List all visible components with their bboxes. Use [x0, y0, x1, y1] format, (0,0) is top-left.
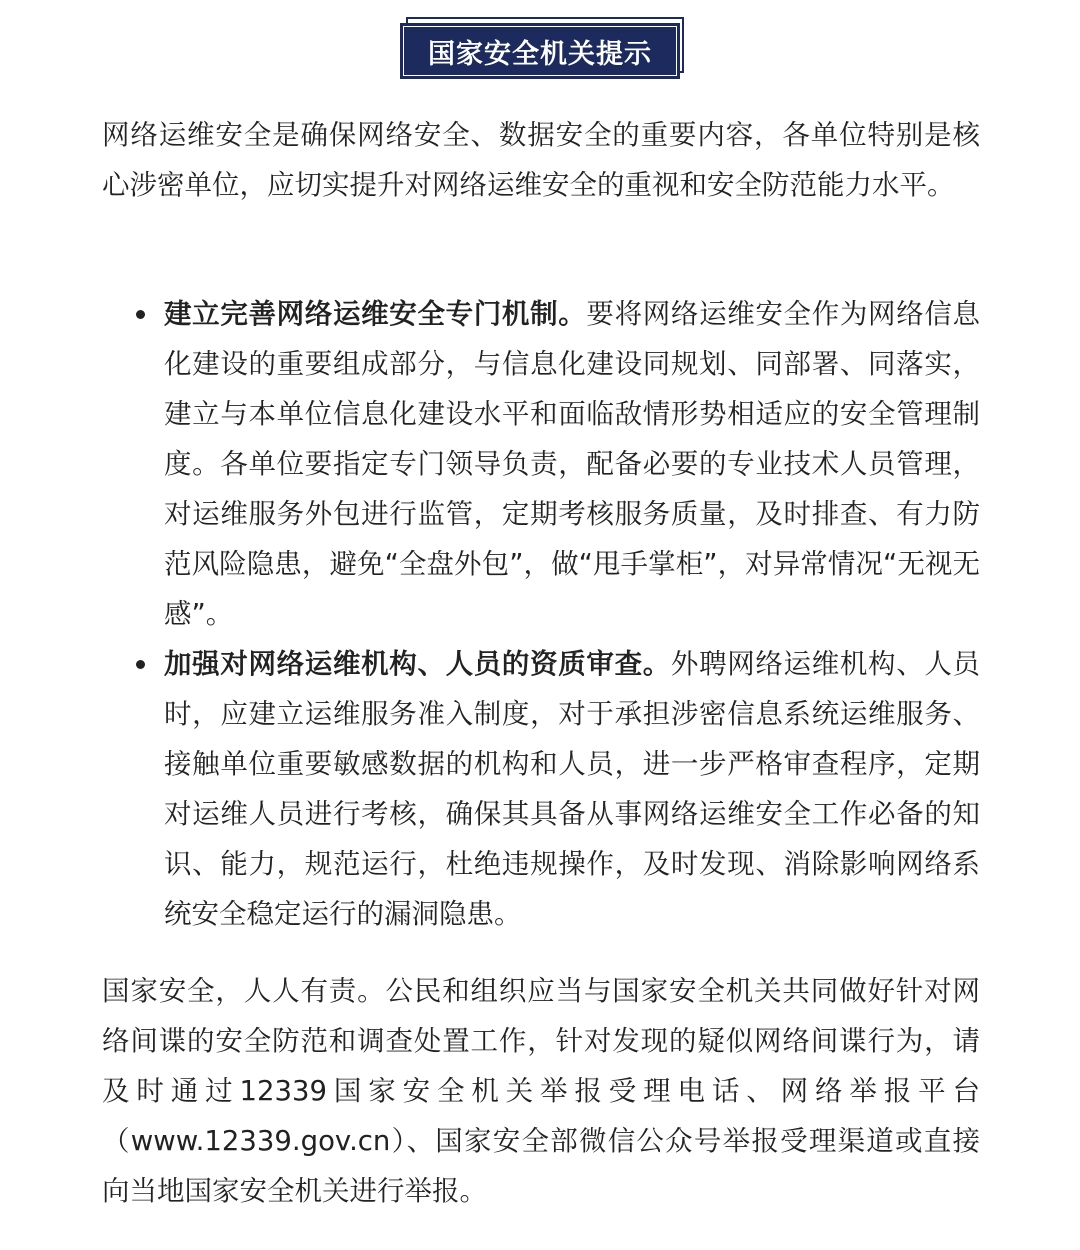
header-badge-box [400, 23, 680, 79]
list-item [102, 639, 980, 939]
list-item-heading: 建立完善网络运维安全专门机制。 [164, 298, 587, 330]
header-badge [400, 17, 688, 79]
bullet-list [102, 289, 980, 939]
bullet-dot-icon [136, 310, 145, 319]
list-item-heading: 加强对网络运维机构、人员的资质审查。 [164, 648, 671, 680]
list-item [102, 289, 980, 639]
bullet-dot-icon [136, 660, 145, 669]
list-item-body: 外聘网络运维机构、人员时，应建立运维服务准入制度，对于承担涉密信息系统运维服务、接触单位重要敏感数据的机构和人员，进一步严格审查程序，定期对运维人员进行考核，确保其具备从事网络运维安全工作必备的知识、能力，规范运行，杜绝违规操作，及时发现、消除影响网络系统安全稳定运行的漏洞隐患。 [164, 648, 981, 930]
list-item-body: 要将网络运维安全作为网络信息化建设的重要组成部分，与信息化建设同规划、同部署、同落实，建立与本单位信息化建设水平和面临敌情形势相适应的安全管理制度。各单位要指定专门领导负责，配备必要的专业技术人员管理，对运维服务外包进行监管，定期考核服务质量，及时排查、有力防范风险隐患，避免“全盘外包”，做“甩手掌柜”，对异常情况“无视无感”。 [164, 298, 981, 630]
intro-paragraph: 网络运维安全是确保网络安全、数据安全的重要内容，各单位特别是核心涉密单位，应切实提升对网络运维安全的重视和安全防范能力水平。 [102, 119, 980, 201]
outro-paragraph: 国家安全，人人有责。公民和组织应当与国家安全机关共同做好针对网络间谍的安全防范和调查处置工作，针对发现的疑似网络间谍行为，请及时通过12339国家安全机关举报受理电话、网络举报平台（www.12339.gov.cn）、国家安全部微信公众号举报受理渠道或直接向当地国家安全机关进行举报。 [102, 975, 980, 1207]
page-title: 国家安全机关提示 [403, 26, 677, 76]
